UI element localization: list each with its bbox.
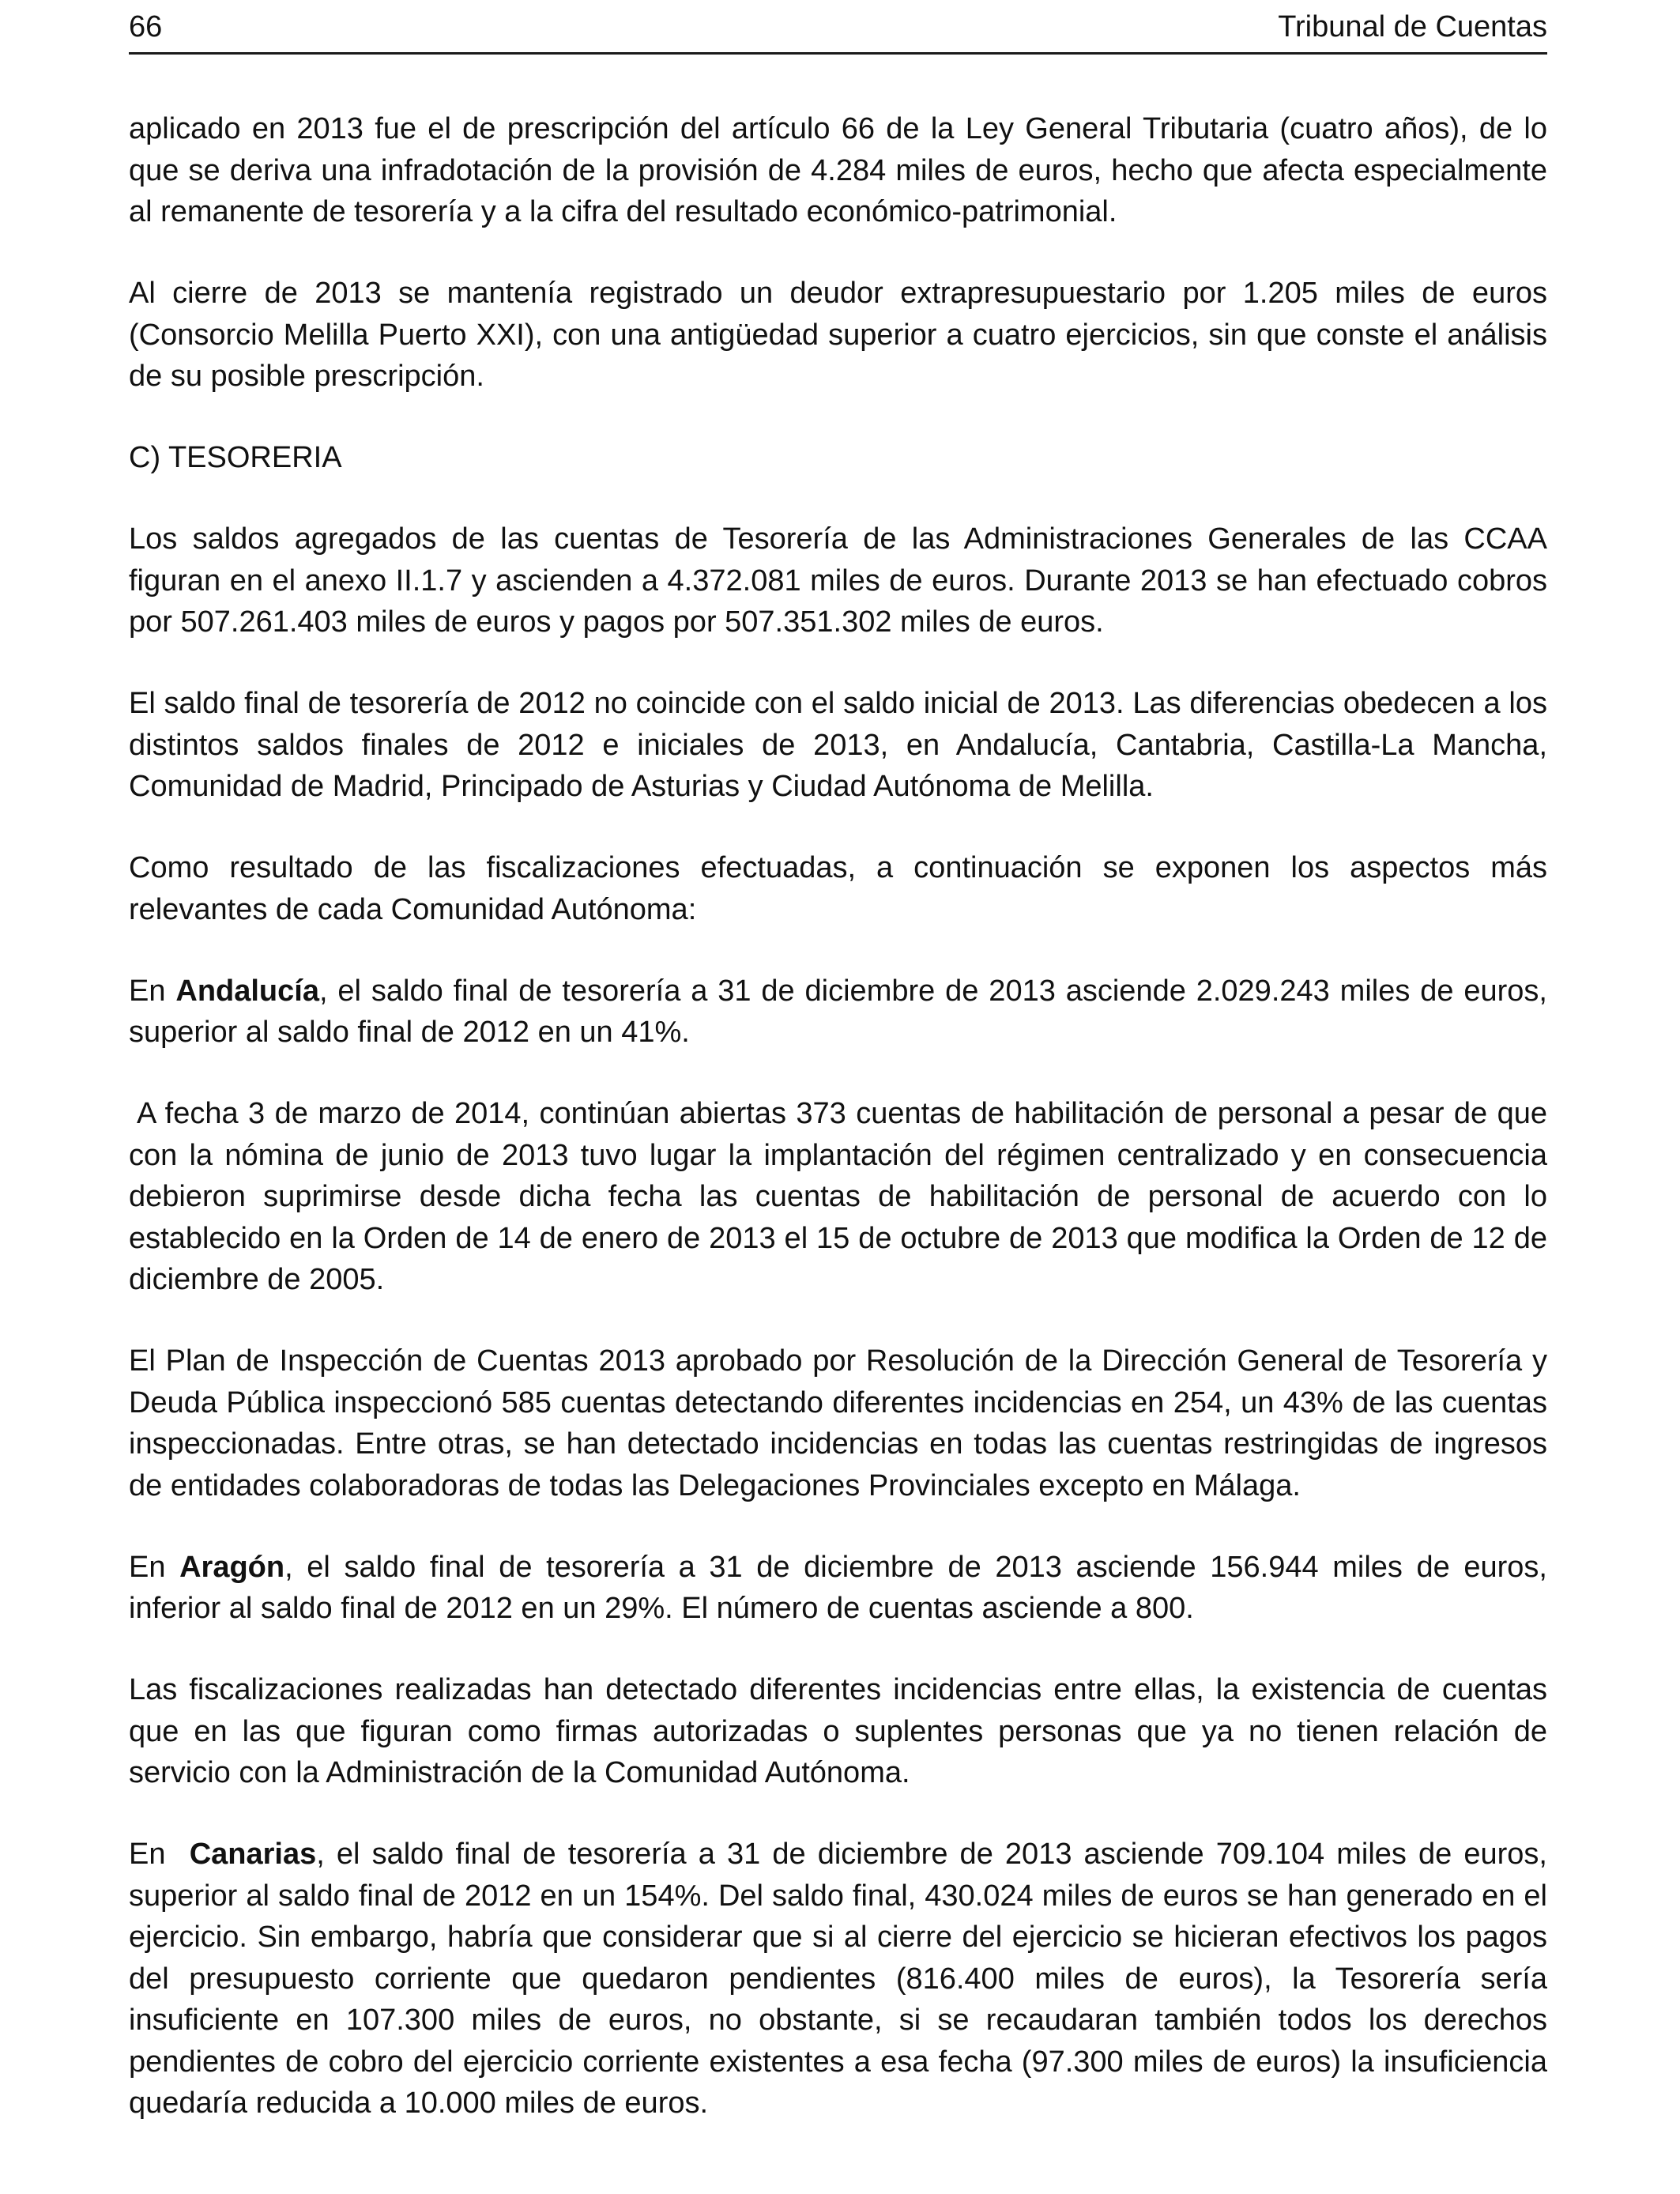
andalucia-prefix: En xyxy=(129,974,176,1008)
region-andalucia: Andalucía xyxy=(175,974,319,1008)
region-aragon: Aragón xyxy=(179,1550,285,1584)
paragraph-provision: aplicado en 2013 fue el de prescripción del artículo 66 de la Ley General Tributaria (cuatro años), de lo que se deriva una infradotación de la provisión de 4.284 miles de euros, hecho que afecta especialmente al remanente de tesorería y a la cifra del resultado económico-patrimonial. xyxy=(129,112,1547,228)
document-page xyxy=(129,0,1547,2164)
canarias-text: , el saldo final de tesorería a 31 de diciembre de 2013 asciende 709.104 miles de euros, superior al saldo final de 2012 en un 154%. Del saldo final, 430.024 miles de euros se han generado en el ejercicio. Sin embargo, habría que considerar que si al cierre del ejercicio se hicieran efectivos los pagos del presupuesto corriente que quedaron pendientes (816.400 miles de euros), la Tesorería sería insuficiente en 107.300 miles de euros, no obstante, si se recaudaran también todos los derechos pendientes de cobro del ejercicio corriente existentes a esa fecha (97.300 miles de euros) la insuficiencia quedaría reducida a 10.000 miles de euros. xyxy=(129,1838,1547,2120)
region-canarias: Canarias xyxy=(189,1838,317,1871)
andalucia-text: , el saldo final de tesorería a 31 de diciembre de 2013 asciende 2.029.243 miles de euros, superior al saldo final de 2012 en un 41%. xyxy=(129,974,1547,1049)
paragraph-cuentas-habilitacion: A fecha 3 de marzo de 2014, continúan abiertas 373 cuentas de habilitación de personal a pesar de que con la nómina de junio de 2013 tuvo lugar la implantación del régimen centralizado y en consecuencia debieron suprimirse desde dicha fecha las cuentas de habilitación de personal de acuerdo con lo establecido en la Orden de 14 de enero de 2013 el 15 de octubre de 2013 que modifica la Orden de 12 de diciembre de 2005. xyxy=(129,1097,1547,1296)
aragon-text: , el saldo final de tesorería a 31 de diciembre de 2013 asciende 156.944 miles de euros, inferior al saldo final de 2012 en un 29%. El número de cuentas asciende a 800. xyxy=(129,1550,1547,1625)
page-number: 66 xyxy=(129,10,163,43)
paragraph-andalucia xyxy=(129,971,1547,1054)
paragraph-plan-inspeccion: El Plan de Inspección de Cuentas 2013 aprobado por Resolución de la Dirección General de Tesorería y Deuda Pública inspeccionó 585 cuentas detectando diferentes incidencias en 254, un 43% de las cuentas inspeccionadas. Entre otras, se han detectado incidencias en todas las cuentas restringidas de ingresos de entidades colaboradoras de todas las Delegaciones Provinciales excepto en Málaga. xyxy=(129,1344,1547,1502)
page-header xyxy=(129,11,1547,55)
paragraph-aragon xyxy=(129,1547,1547,1630)
running-title: Tribunal de Cuentas xyxy=(1278,10,1547,43)
paragraph-saldo-final-2012: El saldo final de tesorería de 2012 no coincide con el saldo inicial de 2013. Las diferencias obedecen a los distintos saldos finales de 2012 e iniciales de 2013, en Andalucía, Cantabria, Castilla-La Mancha, Comunidad de Madrid, Principado de Asturias y Ciudad Autónoma de Melilla. xyxy=(129,687,1547,803)
document-body xyxy=(129,108,1547,2124)
paragraph-fiscalizaciones-aragon: Las fiscalizaciones realizadas han detectado diferentes incidencias entre ellas, la existencia de cuentas que en las que figuran como firmas autorizadas o suplentes personas que ya no tienen relación de servicio con la Administración de la Comunidad Autónoma. xyxy=(129,1673,1547,1789)
paragraph-deudor-extrapresupuestario: Al cierre de 2013 se mantenía registrado un deudor extrapresupuestario por 1.205 miles de euros (Consorcio Melilla Puerto XXI), con una antigüedad superior a cuatro ejercicios, sin que conste el análisis de su posible prescripción. xyxy=(129,277,1547,393)
paragraph-canarias xyxy=(129,1834,1547,2124)
paragraph-resultado-fiscalizaciones: Como resultado de las fiscalizaciones efectuadas, a continuación se exponen los aspectos más relevantes de cada Comunidad Autónoma: xyxy=(129,851,1547,926)
aragon-prefix: En xyxy=(129,1550,180,1584)
section-heading-tesoreria: C) TESORERIA xyxy=(129,441,342,474)
canarias-prefix: En xyxy=(129,1838,190,1871)
paragraph-saldos-agregados: Los saldos agregados de las cuentas de Tesorería de las Administraciones Generales de las CCAA figuran en el anexo II.1.7 y ascienden a 4.372.081 miles de euros. Durante 2013 se han efectuado cobros por 507.261.403 miles de euros y pagos por 507.351.302 miles de euros. xyxy=(129,522,1547,639)
